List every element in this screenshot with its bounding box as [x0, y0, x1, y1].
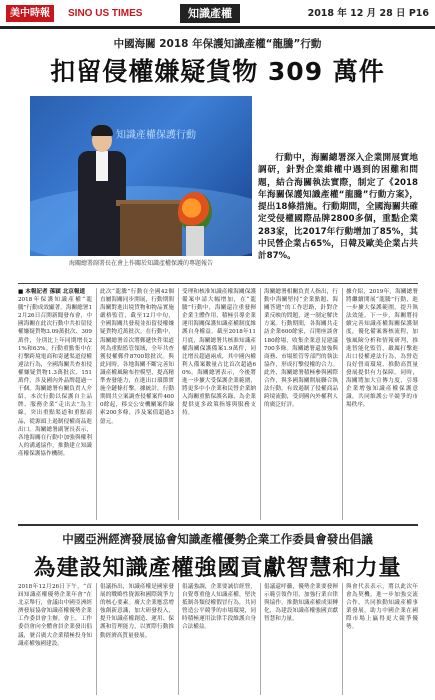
masthead-rule	[0, 26, 435, 29]
speaker-shirt	[96, 151, 108, 181]
article2-subhead: 中國亞洲經濟發展協會知識產權優勢企業工作委員會發出倡議	[62, 532, 373, 546]
column-divider	[96, 583, 97, 695]
article2-column-2: 倡議指出，知識產權是國家發展的戰略性資源和國際競爭力的核心要素。廣大企業應當增強創新意識，加大研發投入，提升知識產權創造、運用、保護和管理能力，以實際行動推動經濟高質量發展。	[100, 584, 174, 639]
photo-banner-text: 知識產權保護行動	[116, 130, 196, 141]
article2-column-5: 與會代表表示，將以此次年會為契機，進一步加強交流合作，共同推動知識產權事業發展，助力中國企業在國際市場上贏得更大競爭優勢。	[346, 584, 418, 631]
column-divider	[178, 288, 179, 520]
article1-lead: 行動中，海關總署深入企業開展實地調研，針對企業維權中遇到的困難和問題，結合海關執法實際，制定了《2018年海關保護知識產權“龍騰”行動方案》，提出18條措施。行動期間，全國海關共確定受侵權國際品牌2800多個，重點企業283家，比2017年行動增加了85%，其中民營企業占65%，日韓及歐美企業占共計87%。	[258, 153, 418, 262]
article1-column-1	[18, 288, 92, 520]
column-divider	[260, 288, 261, 520]
column-divider	[96, 288, 97, 520]
column-divider	[342, 583, 343, 695]
article1-rule	[18, 283, 418, 284]
newspaper-logo-cn: 美中時報	[6, 5, 54, 22]
article2-headline: 為建設知識產權強國貢獻智慧和力量	[33, 556, 402, 581]
article1-subhead: 中國海關 2018 年保護知識產權“龍騰”行動	[113, 38, 322, 50]
article1-column-4: 海關總署相關負責人指出，行動中海關堅持“企業點題、海關答題”的工作思路，針對企業反映的問題，逐一制定解決方案。行動期間，各海關共走訪企業600餘家，召開座談會180餘場，收集企業意見建議700多條。海關總署還加強與商務、市場監管等部門的執法協作，形成打擊侵權的合力。此外，海關總署積極參與國際合作，與多國海關開展聯合執法行動，有效遏制了侵權商品跨境流動，受到國內外權利人的廣泛好評。	[264, 289, 338, 409]
issue-date: 2018 年 12 月 28 日	[307, 8, 406, 19]
article1-headline: 扣留侵權嫌疑貨物 309 萬件	[50, 57, 385, 86]
vase	[186, 226, 204, 256]
column-divider	[260, 583, 261, 695]
article2-column-3: 倡議強調，企業要誠信經營，自覺尊重他人知識產權，堅決抵制各類侵權假冒行為，共同營造公平競爭的市場環境，同時積極運用法律手段維護自身合法權益。	[182, 584, 256, 631]
article1-body	[18, 288, 418, 520]
article2-rule	[18, 524, 418, 526]
column-text: 2018年保護知識產權“龍騰”行動成效顯著。海關總署12月26日召開新聞發布會，中國海關在此次行動中共扣留侵權嫌疑貨物3.09萬批次、309萬件，分別比上年同期增長21%和63%。行動重點集中在打擊跨境電商和寄遞渠道侵權違法行為，全國海關共查扣侵權嫌疑貨物1.3萬批次、151萬件，涉及國內外品牌超過一千個。海關總署有關負責人介紹，本次行動以保護自主品牌、服務企業“走出去”為主線，突出重點渠道和重點商品，從源頭上遏制侵權商品進出口。海關總署副署長表示，各地海關在行動中加強與權利人的溝通協作，推動建立知識產權保護協作機制。	[18, 297, 92, 457]
page-number: P16	[408, 8, 429, 19]
article1-column-3: 受理和核准知識產權海關保護備案申請大幅增加，在“龍騰”行動中，海關還注重發揮企業主體作用，積極引導企業運用海關保護知識產權制度維護自身權益。截至2018年11月底，海關總署共核准知識產權海關保護備案1.9萬件，同比增長超過兩成，其中國內權利人備案數量占比首次超過60%。海關總署表示，今後將進一步擴大受保護企業範圍，將更多中小企業和民營企業納入海關重點保護名錄，為企業提供更多政策指導與服務支持。	[182, 289, 256, 417]
masthead	[0, 0, 435, 26]
column-divider	[178, 583, 179, 695]
podium	[120, 204, 182, 256]
byline: ■ 本報記者 孫穎 北京報道	[18, 289, 86, 295]
article1-column-2: 此次“龍騰”行動在全國42個直屬海關同步開展，行動期間海關對進出境貨物和物品實施嚴格監管，截至12月中旬，全國海關共發現並扣留侵權嫌疑貨物近萬批次。在行動中，海關總署首次將郵遞快件渠道列為重點監管領域，全年共查獲侵權郵件8700餘批次。與此同時，各地海關不斷完善知識產權風險布控模型，提高精準查發能力，在進出口環節實施全鏈條打擊。據統計，行動期間共立案調查侵權案件4600餘起，移交公安機關案件線索200多條，涉及案值超過3億元。	[100, 289, 174, 425]
article2-column-4: 倡議還呼籲，優勢企業要發揮示範引領作用，加強行業自律與協作，推動知識產權成果轉化，為建設知識產權強國貢獻智慧和力量。	[264, 584, 338, 623]
article1-column-5: 據介紹，2019年，海關總署將繼續開展“龍騰”行動，進一步擴大保護範圍，提升執法效能。下一步，海關將持續完善知識產權海關保護制度，優化備案審核流程，加強風險分析和情報研判，推進智能化監管，嚴厲打擊進出口侵權違法行為，為營造良好營商環境、推動高質量發展提供有力保障。同時，海關將加大宣傳力度，引導企業增強知識產權保護意識，共同維護公平競爭的市場秩序。	[346, 289, 418, 409]
section-tag: 知識產權	[180, 4, 240, 23]
speaker-hair	[91, 125, 113, 136]
dateline	[308, 5, 429, 22]
article2-column-1: 2018年12月26日下午，“首屆知識產權優勢企業年會”在北京舉行，會議由中國亞洲經濟發展協會知識產權優勢企業工作委員會主辦。會上，工作委員會向全體會員企業發出倡議，號召廣大企業積極投身知識產權強國建設。	[18, 584, 92, 647]
article1-photo	[30, 96, 252, 256]
article2-body	[18, 583, 418, 695]
newspaper-logo-en: SINO US TIMES	[68, 8, 143, 19]
column-divider	[342, 288, 343, 520]
photo-caption: 海關總署副署長在會上作關於知識產權保護的專題報告	[68, 260, 213, 267]
